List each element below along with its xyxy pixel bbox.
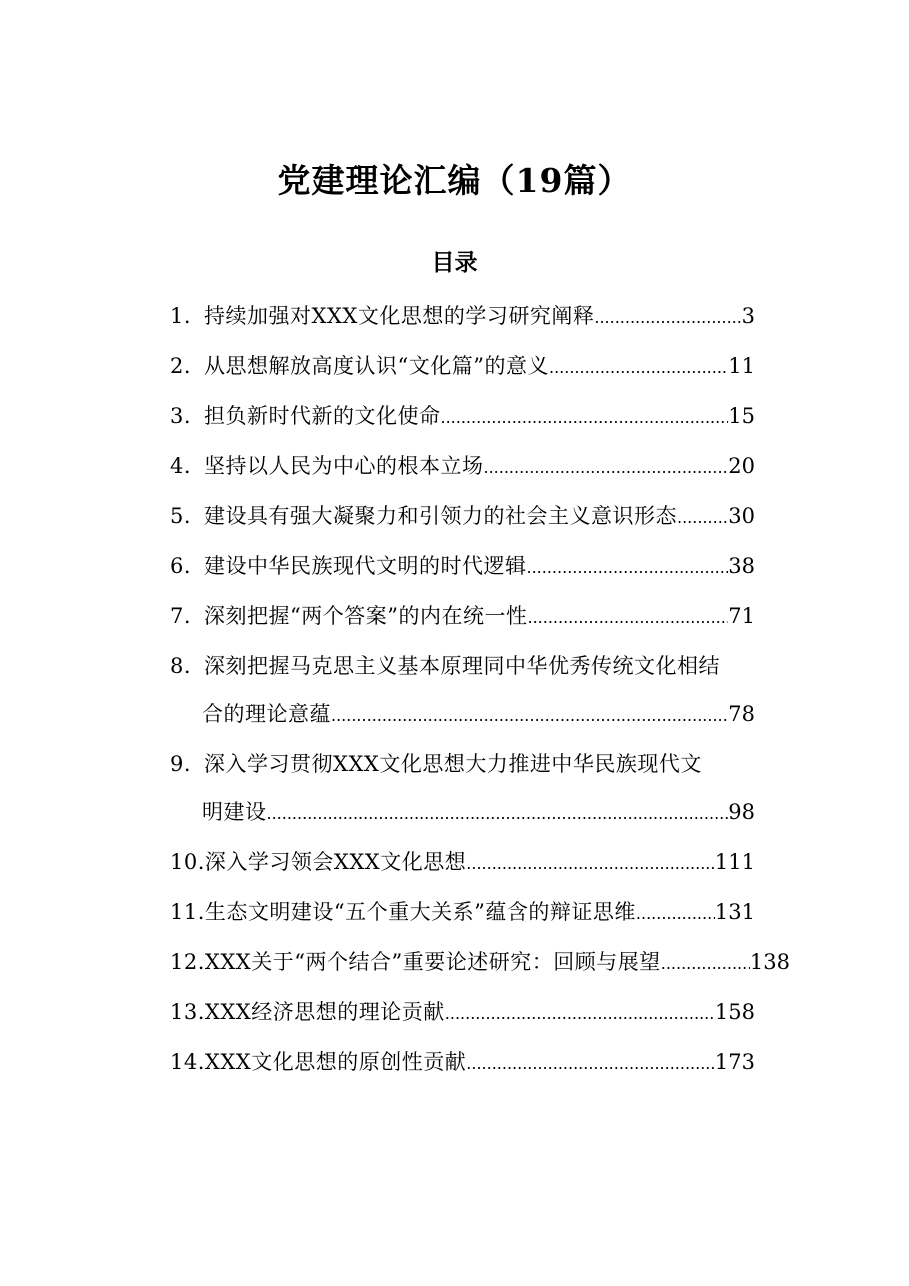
toc-entry-2[interactable]: [170, 342, 790, 392]
dot-leader: [527, 594, 728, 642]
toc-entry-14[interactable]: [170, 1038, 790, 1088]
toc-entry-3[interactable]: [170, 392, 790, 442]
toc-entry-title: 建设具有强大凝聚力和引领力的社会主义意识形态: [204, 504, 677, 528]
toc-entry-title: 从思想解放高度认识“文化篇”的意义: [204, 354, 549, 378]
toc-entry-title: 深入学习领会XXX文化思想: [204, 850, 467, 874]
dot-leader: [331, 692, 728, 740]
table-of-contents: [170, 292, 790, 1088]
toc-entry-8[interactable]: [170, 642, 790, 740]
toc-entry-7[interactable]: [170, 592, 790, 642]
toc-entry-number: 4.: [170, 454, 192, 478]
toc-entry-title-line1: 深刻把握马克思主义基本原理同中华优秀传统文化相结: [204, 654, 720, 678]
dot-leader: [441, 394, 729, 442]
toc-page-number: 3: [741, 304, 755, 328]
dot-leader: [527, 544, 729, 592]
toc-page-number: 158: [714, 1000, 755, 1024]
toc-entry-number: 13.: [170, 1000, 205, 1024]
toc-page-number: 11: [728, 354, 755, 378]
toc-entry-number: 9.: [170, 752, 192, 776]
toc-entry-number: 7.: [170, 604, 192, 628]
toc-heading: 目录: [431, 249, 478, 276]
toc-page-number: 173: [714, 1050, 755, 1074]
dot-leader: [267, 790, 729, 838]
dot-leader: [661, 940, 750, 988]
toc-entry-title-line2: 明建设: [202, 800, 267, 824]
toc-page-number: 38: [728, 554, 755, 578]
toc-page-number: 71: [728, 604, 755, 628]
toc-entry-number: 14.: [170, 1050, 205, 1074]
toc-entry-title: 深刻把握“两个答案”的内在统一性: [204, 604, 528, 628]
toc-entry-5[interactable]: [170, 492, 790, 542]
toc-entry-title-line2: 合的理论意蕴: [202, 702, 331, 726]
toc-entry-number: 10.: [170, 850, 205, 874]
toc-entry-number: 11.: [170, 900, 205, 924]
dot-leader: [677, 494, 728, 542]
toc-entry-number: 12.: [170, 950, 205, 974]
document-title: 党建理论汇编（19篇）: [277, 161, 632, 200]
toc-entry-number: 2.: [170, 354, 192, 378]
toc-entry-number: 3.: [170, 404, 192, 428]
toc-entry-title: XXX文化思想的原创性贡献: [204, 1050, 467, 1074]
toc-entry-title: 担负新时代新的文化使命: [204, 404, 441, 428]
toc-page-number: 138: [749, 950, 790, 974]
toc-entry-title-line1: 深入学习贯彻XXX文化思想大力推进中华民族现代文: [204, 752, 702, 776]
dot-leader: [549, 344, 728, 392]
toc-page-number: 15: [728, 404, 755, 428]
toc-page-number: 30: [728, 504, 755, 528]
toc-entry-13[interactable]: [170, 988, 790, 1038]
toc-page-number: 20: [728, 454, 755, 478]
toc-entry-title: 坚持以人民为中心的根本立场: [204, 454, 484, 478]
toc-entry-title: 建设中华民族现代文明的时代逻辑: [204, 554, 527, 578]
dot-leader: [594, 294, 741, 342]
dot-leader: [636, 890, 715, 938]
toc-entry-6[interactable]: [170, 542, 790, 592]
dot-leader: [466, 1040, 715, 1088]
toc-entry-11[interactable]: [170, 888, 790, 938]
toc-entry-title: 持续加强对XXX文化思想的学习研究阐释: [204, 304, 595, 328]
toc-entry-4[interactable]: [170, 442, 790, 492]
dot-leader: [445, 990, 715, 1038]
dot-leader: [484, 444, 729, 492]
toc-entry-title: XXX经济思想的理论贡献: [204, 1000, 445, 1024]
toc-page-number: 131: [714, 900, 755, 924]
toc-page-number: 111: [714, 850, 755, 874]
toc-entry-number: 5.: [170, 504, 192, 528]
toc-entry-number: 1.: [170, 304, 192, 328]
toc-entry-title: XXX关于“两个结合”重要论述研究：回顾与展望: [204, 950, 661, 974]
toc-entry-title: 生态文明建设“五个重大关系”蕴含的辩证思维: [204, 900, 636, 924]
toc-entry-10[interactable]: [170, 838, 790, 888]
toc-entry-1[interactable]: [170, 292, 790, 342]
toc-entry-9[interactable]: [170, 740, 790, 838]
dot-leader: [466, 840, 715, 888]
toc-page-number: 98: [728, 800, 755, 824]
toc-entry-12[interactable]: [170, 938, 790, 988]
toc-entry-number: 8.: [170, 654, 192, 678]
toc-page-number: 78: [728, 702, 755, 726]
toc-entry-number: 6.: [170, 554, 192, 578]
